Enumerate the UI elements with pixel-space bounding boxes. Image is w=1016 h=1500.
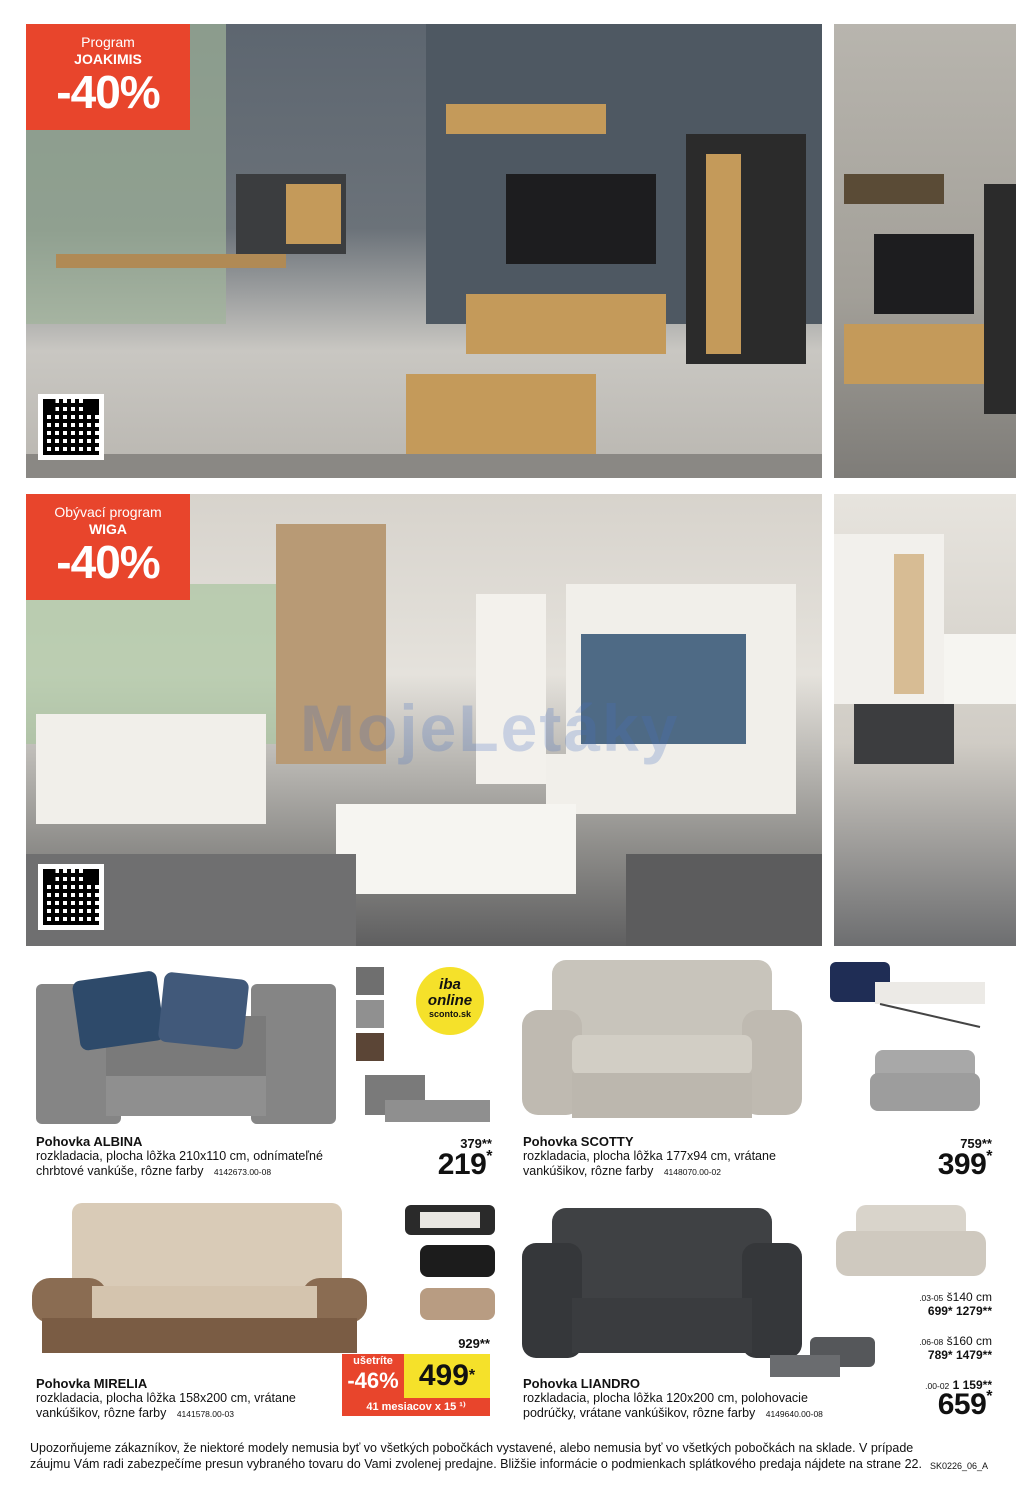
variant-code: .06-08: [919, 1337, 944, 1347]
variant-old-price: 1279**: [955, 1304, 992, 1318]
badge-discount: -40%: [56, 66, 160, 118]
albina-desc-line1: rozkladacia, plocha lôžka 210x110 cm, odnímateľné: [36, 1149, 323, 1163]
joakimis-discount-badge: [26, 24, 190, 130]
qr-code-joakimis[interactable]: [38, 394, 104, 460]
mirelia-desc-line2: vankúšikov, rôzne farby: [36, 1406, 167, 1420]
mirelia-desc: [36, 1406, 234, 1422]
variant-price: 789*: [927, 1348, 953, 1362]
online-badge-site: sconto.sk: [428, 1009, 471, 1019]
mirelia-old-price: 929**: [458, 1336, 490, 1351]
scotty-price-value: 399: [937, 1148, 987, 1181]
price-star: *: [486, 1148, 492, 1165]
online-only-badge: [416, 967, 484, 1035]
mirelia-title: Pohovka MIRELIA: [36, 1376, 148, 1391]
wiga-detail-illustration: [834, 494, 1016, 946]
badge-label: Obývací program: [54, 504, 162, 520]
variant-size: š140 cm: [946, 1290, 992, 1304]
variant-size: š160 cm: [946, 1334, 992, 1348]
albina-price-value: 219: [437, 1148, 487, 1181]
liandro-code: 4149640.00-08: [765, 1409, 823, 1419]
price-star: *: [468, 1367, 476, 1384]
albina-color-swatches: [356, 967, 384, 1061]
scotty-desc: [523, 1164, 721, 1180]
variant-price: 699*: [927, 1304, 953, 1318]
badge-discount: -40%: [56, 536, 160, 588]
albina-bed-image: [355, 1070, 495, 1130]
albina-title: Pohovka ALBINA: [36, 1134, 143, 1149]
liandro-new-price: [890, 1388, 992, 1422]
variant-old-price: 1479**: [955, 1348, 992, 1362]
scotty-code: 4148070.00-02: [663, 1167, 722, 1177]
badge-label: Program: [81, 34, 135, 50]
scotty-desc-line1: rozkladacia, plocha lôžka 177x94 cm, vrátane: [523, 1149, 776, 1163]
watermark: MojeLetáky: [300, 691, 680, 765]
liandro-variant-160: [890, 1334, 992, 1362]
mirelia-price-value: 499: [418, 1359, 469, 1392]
price-star: *: [986, 1148, 992, 1165]
albina-sofa-image: [36, 966, 336, 1131]
badge-program-name: WIGA: [88, 521, 128, 537]
scotty-new-price: [890, 1148, 992, 1182]
disclaimer-text: Upozorňujeme zákazníkov, že niektoré modely nemusia byť vo všetkých pobočkách vystavené, alebo nemusia byť vo všetkých pobočkách na sklade. V prípade záujmu Vám radi zabezpečíme presun vybraného tovaru do Vami zvolenej predajne. Bližšie informácie o podmienkach splátkového predaja nájdete na strane 22.: [30, 1441, 922, 1471]
scotty-old-price: 759**: [960, 1136, 992, 1151]
mirelia-code: 4141578.00-03: [176, 1409, 235, 1419]
liandro-sofa-image: [522, 1203, 802, 1373]
mirelia-new-price: [404, 1354, 490, 1398]
scotty-sofa-image: [522, 955, 802, 1130]
qr-pattern: [43, 399, 99, 455]
scotty-bed-image: [830, 957, 990, 1032]
albina-desc: [36, 1164, 271, 1180]
liandro-variant-image: [836, 1203, 986, 1283]
liandro-desc: [523, 1406, 823, 1422]
mirelia-savings-box: [342, 1354, 404, 1398]
scotty-title: Pohovka SCOTTY: [523, 1134, 634, 1149]
scotty-desc-line2: vankúšikov, rôzne farby: [523, 1164, 654, 1178]
mirelia-desc-line1: rozkladacia, plocha lôžka 158x200 cm, vrátane: [36, 1391, 296, 1405]
liandro-variant-140: [890, 1290, 992, 1318]
joakimis-detail-illustration: [834, 24, 1016, 478]
savings-percent: -46%: [347, 1368, 399, 1393]
variant-code: .00-02: [925, 1381, 950, 1391]
liandro-old-price: 1 159**: [952, 1378, 992, 1392]
albina-desc-line2: chrbtové vankúše, rôzne farby: [36, 1164, 204, 1178]
liandro-desc-line2: podrúčky, vrátane vankúšikov, rôzne farby: [523, 1406, 756, 1420]
liandro-bed-image: [770, 1335, 880, 1385]
albina-old-price: 379**: [460, 1136, 492, 1151]
mirelia-variants-image: [405, 1200, 495, 1330]
liandro-title: Pohovka LIANDRO: [523, 1376, 641, 1391]
badge-program-name: JOAKIMIS: [74, 51, 142, 67]
qr-code-wiga[interactable]: [38, 864, 104, 930]
wiga-detail-photo: [834, 494, 1016, 946]
liandro-desc-line1: rozkladacia, plocha lôžka 120x200 cm, polohovacie: [523, 1391, 808, 1405]
wiga-discount-badge: [26, 494, 190, 600]
mirelia-installment: 41 mesiacov x 15 ¹⁾: [342, 1398, 490, 1416]
savings-label: ušetríte: [353, 1355, 393, 1367]
liandro-price-value: 659: [937, 1388, 987, 1421]
qr-pattern: [43, 869, 99, 925]
scotty-variant-image: [870, 1045, 980, 1115]
albina-code: 4142673.00-08: [213, 1167, 272, 1177]
online-badge-line1: iba: [439, 976, 461, 993]
page-code: SK0226_06_A: [930, 1461, 989, 1471]
online-badge-line2: online: [427, 992, 473, 1009]
mirelia-sofa-image: [32, 1198, 367, 1373]
variant-code: .03-05: [919, 1293, 944, 1303]
joakimis-detail-photo: [834, 24, 1016, 478]
albina-new-price: [400, 1148, 492, 1182]
price-star: *: [986, 1388, 992, 1405]
